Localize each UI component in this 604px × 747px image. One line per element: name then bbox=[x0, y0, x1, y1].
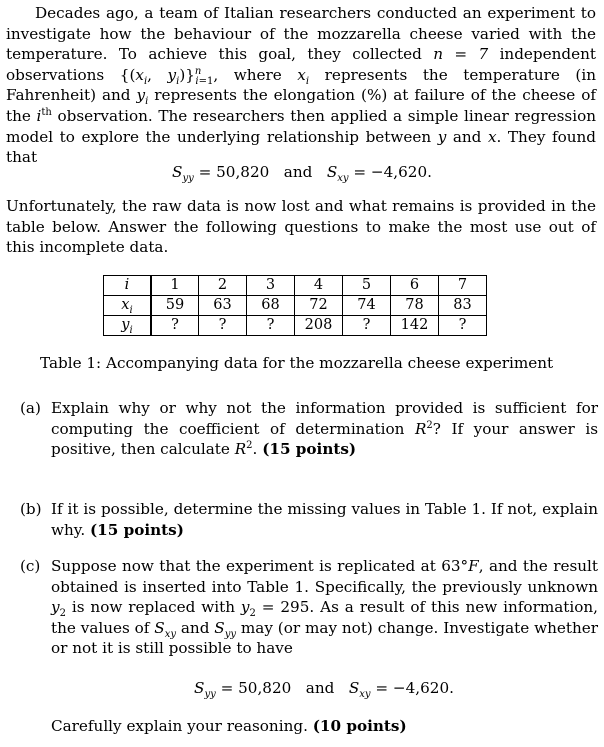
second-paragraph: Unfortunately, the raw data is now lost and what remains is provided in the table below. Answer the following questions to make the most use out of this incomplete data. bbox=[6, 197, 596, 257]
display-equation-2 bbox=[22, 678, 604, 701]
table-cell: 59 bbox=[151, 296, 199, 316]
table-cell: 7 bbox=[439, 276, 487, 296]
syy-subscript: yy bbox=[182, 173, 194, 185]
sxy-symbol: S bbox=[326, 163, 338, 181]
n-expression: n = 7 bbox=[433, 45, 489, 64]
syy-value: = 50,820 bbox=[215, 679, 292, 697]
row-label-i: i bbox=[104, 276, 152, 296]
y-symbol: y bbox=[437, 127, 447, 146]
yi-symbol: $y_i$ bbox=[136, 86, 149, 108]
data-table bbox=[103, 275, 487, 336]
points-label: (15 points) bbox=[90, 520, 184, 539]
ith-symbol: i bbox=[36, 106, 42, 125]
table-cell: 74 bbox=[343, 296, 391, 316]
syy-symbol: S bbox=[194, 679, 205, 697]
intro-text: represents the temperature (in Fahrenheit) and bbox=[6, 65, 596, 105]
table-cell: ? bbox=[151, 316, 199, 336]
row-label-x: $x_i$ bbox=[104, 296, 152, 316]
table-cell: ? bbox=[343, 316, 391, 336]
question-text: Suppose now that the experiment is replicated at 63°F, and the result obtained is inserted into Table 1. Specifically, the previously unknown $y_2$ is now replaced with $y_2 = 295$. As a result of this new information, the values of $S_{xy}$ and $S_{yy}$ may (or may not) change. Investigate whether or not it is still possible to have bbox=[51, 557, 598, 658]
table-caption: Table 1: Accompanying data for the mozzarella cheese experiment bbox=[40, 354, 554, 372]
intro-paragraph bbox=[6, 3, 596, 168]
points-label: (15 points) bbox=[262, 440, 357, 459]
syy-value: = 50,820 bbox=[193, 163, 270, 181]
and-text: and bbox=[305, 679, 335, 697]
question-text: Explain why or why not the information provided is sufficient for computing the coefficient of determination $R^2$? If your answer is positive, then calculate $R^2$. (15 points) bbox=[51, 399, 599, 459]
table-cell: 63 bbox=[199, 296, 247, 316]
sxy-value: = −4,620. bbox=[370, 679, 454, 697]
sxy-value: = −4,620. bbox=[348, 163, 432, 181]
question-text: If it is possible, determine the missing values in Table 1. If not, explain why. (15 points) bbox=[51, 500, 598, 539]
table-row bbox=[104, 296, 487, 316]
question-b bbox=[20, 499, 598, 540]
table-cell: ? bbox=[439, 316, 487, 336]
th-superscript: th bbox=[41, 106, 52, 118]
table-cell: 5 bbox=[343, 276, 391, 296]
table-cell: 4 bbox=[295, 276, 343, 296]
and-text: and bbox=[283, 163, 313, 181]
table-cell: 83 bbox=[439, 296, 487, 316]
intro-text: and bbox=[446, 127, 488, 146]
table-cell: ? bbox=[199, 316, 247, 336]
table-row bbox=[104, 316, 487, 336]
intro-text: represents the elongation (%) at failure of the cheese of the bbox=[6, 86, 596, 125]
intro-text: , where bbox=[213, 65, 298, 84]
row-label-y: $y_i$ bbox=[104, 316, 152, 336]
table-cell: 3 bbox=[247, 276, 295, 296]
sxy-symbol: S bbox=[348, 679, 360, 697]
table-cell: 1 bbox=[151, 276, 199, 296]
intro-text: . They found that bbox=[6, 127, 597, 167]
xi-symbol: $x_i$ bbox=[297, 65, 310, 87]
intro-text: observation. The researchers then applied a simple linear regression model to explore the underlying relationship between bbox=[6, 106, 597, 146]
intro-text: independent observations bbox=[6, 45, 597, 84]
table-cell: 142 bbox=[391, 316, 439, 336]
table-cell: ? bbox=[247, 316, 295, 336]
question-c bbox=[20, 556, 598, 659]
table-row bbox=[104, 276, 487, 296]
table-cell: 78 bbox=[391, 296, 439, 316]
display-equation bbox=[0, 162, 604, 185]
final-instruction: Carefully explain your reasoning. (10 points) bbox=[51, 717, 407, 735]
sxy-subscript: xy bbox=[337, 173, 349, 185]
question-label: (a) bbox=[20, 399, 41, 417]
question-label: (b) bbox=[20, 500, 42, 518]
set-expression: {($x_i$, $y_i)\}^n_{i=1}$ bbox=[119, 65, 214, 87]
table-cell: 2 bbox=[199, 276, 247, 296]
table-cell: 208 bbox=[295, 316, 343, 336]
table-cell: 6 bbox=[391, 276, 439, 296]
table-cell: 72 bbox=[295, 296, 343, 316]
table-cell: 68 bbox=[247, 296, 295, 316]
syy-symbol: S bbox=[172, 163, 183, 181]
question-label: (c) bbox=[20, 557, 41, 575]
sxy-subscript: xy bbox=[359, 689, 371, 701]
intro-text: Decades ago, a team of Italian researchers conducted an experiment to investigate how the behaviour of the mozzarella cheese varied with the temperature. To achieve this goal, they collected bbox=[6, 4, 596, 64]
syy-subscript: yy bbox=[204, 689, 216, 701]
question-a bbox=[20, 398, 598, 460]
points-label: (10 points) bbox=[312, 717, 407, 735]
x-symbol: x bbox=[487, 127, 497, 146]
